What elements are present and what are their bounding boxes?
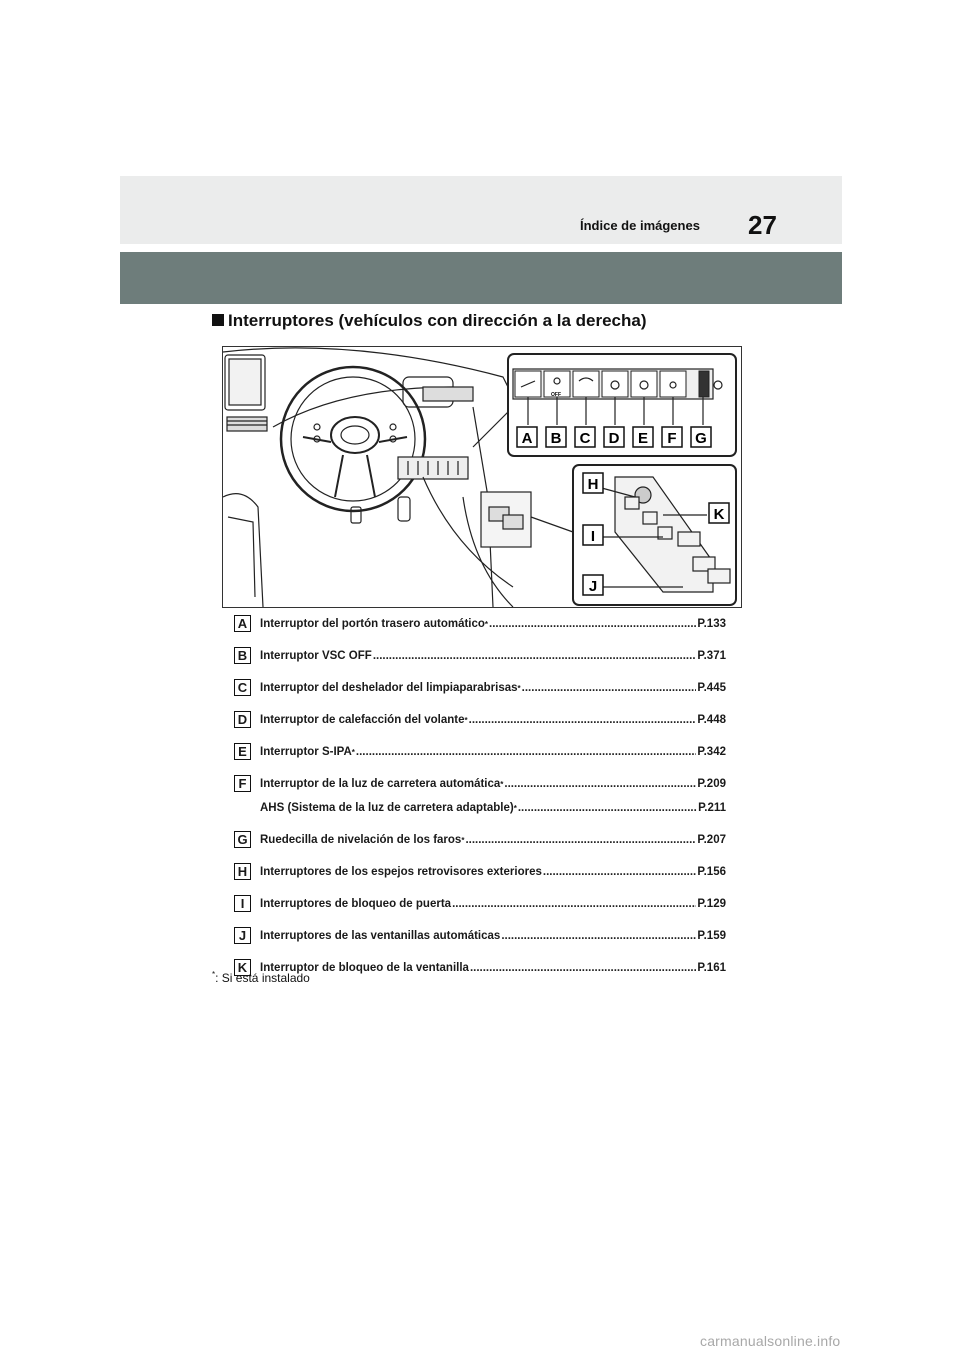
- entry-page-link[interactable]: P.445: [697, 682, 726, 694]
- index-entry: [234, 892, 726, 914]
- entry-text: [260, 866, 726, 878]
- steering-hub: [331, 417, 379, 453]
- footnote: [212, 970, 310, 985]
- figure-callout-letter: B: [550, 430, 562, 447]
- callout-letter-badge: I: [234, 895, 251, 912]
- header-grey-bar: [120, 252, 842, 304]
- entry-text: [260, 930, 726, 942]
- entry-text: [260, 898, 726, 910]
- figure-callout-letter: D: [608, 430, 620, 447]
- leader-dots: [470, 962, 696, 974]
- callout-letter-badge: H: [234, 863, 251, 880]
- index-entry: [234, 612, 726, 634]
- entry-label: Interruptor S-IPA: [260, 746, 352, 758]
- index-entry: [234, 796, 726, 818]
- index-entry: [234, 860, 726, 882]
- dashboard-drawing: [223, 347, 741, 607]
- entry-page-link[interactable]: P.371: [697, 650, 726, 662]
- figure-callout-h: [583, 473, 603, 493]
- center-vent: [227, 417, 267, 431]
- figure-callout-j: [583, 575, 603, 595]
- leader-dots: [543, 866, 697, 878]
- callout-letter-badge: A: [234, 615, 251, 632]
- footnote-marker: *: [212, 970, 216, 979]
- entry-text: Interruptor S-IPA * ..... P.342: [260, 746, 726, 758]
- door-switch-panel: [573, 465, 736, 605]
- leader-dots: [469, 714, 697, 726]
- index-entry: [234, 708, 726, 730]
- entry-text: Interruptor del deshelador del limpiaparabrisas * ..... P.445: [260, 682, 726, 694]
- header-band: [120, 176, 842, 244]
- leader-dots: [465, 834, 696, 846]
- watermark: carmanualsonline.info: [700, 1333, 841, 1349]
- entry-text: Interruptor del portón trasero automático * ..... P.133: [260, 618, 726, 630]
- callout-letter-badge: K: [234, 959, 251, 976]
- leader-dots: [518, 802, 697, 814]
- entry-text: AHS (Sistema de la luz de carretera adaptable) * ..... P.211: [260, 802, 726, 814]
- leader-dots: [504, 778, 696, 790]
- figure-callout-k: [709, 503, 729, 523]
- index-entry: [234, 828, 726, 850]
- figure-callout-letter: C: [579, 430, 591, 447]
- entry-text: Ruedecilla de nivelación de los faros * ..... P.207: [260, 834, 726, 846]
- entry-text: [260, 962, 726, 974]
- top-switch-panel: [508, 354, 736, 456]
- figure-callout-letter: A: [521, 430, 533, 447]
- index-entry: [234, 740, 726, 762]
- entry-label: Interruptor del deshelador del limpiaparabrisas: [260, 682, 518, 694]
- index-entry: [234, 924, 726, 946]
- index-entry: [234, 676, 726, 698]
- callout-letter-badge: F: [234, 775, 251, 792]
- entry-page-link[interactable]: P.129: [697, 898, 726, 910]
- figure-callout-e: [633, 427, 653, 447]
- entry-label: Ruedecilla de nivelación de los faros: [260, 834, 462, 846]
- index-entry: [234, 644, 726, 666]
- figure-callout-letter: J: [588, 578, 598, 595]
- vsc-off-switch-label: OFF: [551, 392, 561, 398]
- entry-label: Interruptores de las ventanillas automáticas: [260, 930, 501, 942]
- entry-page-link[interactable]: P.342: [697, 746, 726, 758]
- index-entry: [234, 772, 726, 794]
- footnote-text: : Si está instalado: [215, 971, 310, 985]
- figure-callout-g: [691, 427, 711, 447]
- callout-letter-badge: B: [234, 647, 251, 664]
- entry-label: Interruptor de la luz de carretera automática: [260, 778, 501, 790]
- entry-page-link[interactable]: P.133: [697, 618, 726, 630]
- figure-callout-letter: H: [587, 476, 599, 493]
- entry-page-link[interactable]: P.448: [697, 714, 726, 726]
- entry-page-link[interactable]: P.209: [697, 778, 726, 790]
- figure-callout-letter: G: [695, 430, 707, 447]
- entry-label: Interruptor de bloqueo de la ventanilla: [260, 962, 469, 974]
- chapter-title: Índice de imágenes: [580, 218, 700, 233]
- entry-text: Interruptor de la luz de carretera automática * ..... P.209: [260, 778, 726, 790]
- leader-dots: [522, 682, 697, 694]
- entry-label: Interruptores de los espejos retrovisores exteriores: [260, 866, 542, 878]
- leader-dots: [373, 650, 697, 662]
- figure-callout-letter: I: [590, 528, 596, 545]
- entry-page-link[interactable]: P.207: [697, 834, 726, 846]
- callout-letter-badge: G: [234, 831, 251, 848]
- leader-dots: [489, 618, 696, 630]
- square-bullet-icon: [212, 314, 224, 326]
- figure-callout-f: [662, 427, 682, 447]
- entry-text: [260, 650, 726, 662]
- section-title-text: Interruptores (vehículos con dirección a la derecha): [228, 311, 647, 330]
- figure-callout-a: [517, 427, 537, 447]
- callout-letter-badge: C: [234, 679, 251, 696]
- figure-callout-letter: F: [667, 430, 677, 447]
- leader-dots: [452, 898, 696, 910]
- entry-text: Interruptor de calefacción del volante * ..... P.448: [260, 714, 726, 726]
- section-title: [212, 311, 647, 331]
- entry-label: Interruptores de bloqueo de puerta: [260, 898, 452, 910]
- figure-callout-letter: E: [637, 430, 649, 447]
- entry-label: AHS (Sistema de la luz de carretera adaptable): [260, 802, 514, 814]
- entry-label: Interruptor de calefacción del volante: [260, 714, 465, 726]
- callout-letter-badge: E: [234, 743, 251, 760]
- dashboard-illustration: [222, 346, 742, 608]
- callout-letter-badge: D: [234, 711, 251, 728]
- entry-page-link[interactable]: P.159: [697, 930, 726, 942]
- figure-callout-b: [546, 427, 566, 447]
- entry-label: Interruptor del portón trasero automático: [260, 618, 485, 630]
- entry-page-link[interactable]: P.161: [697, 962, 726, 974]
- entry-page-link[interactable]: P.156: [697, 866, 726, 878]
- callout-letter-badge: J: [234, 927, 251, 944]
- entry-page-link[interactable]: P.211: [698, 802, 726, 814]
- figure-callout-c: [575, 427, 595, 447]
- leader-dots: [356, 746, 697, 758]
- figure-callout-i: [583, 525, 603, 545]
- leader-dots: [501, 930, 696, 942]
- figure-callout-d: [604, 427, 624, 447]
- entry-label: Interruptor VSC OFF: [260, 650, 372, 662]
- figure-callout-letter: K: [713, 506, 725, 523]
- page-number: 27: [748, 210, 777, 240]
